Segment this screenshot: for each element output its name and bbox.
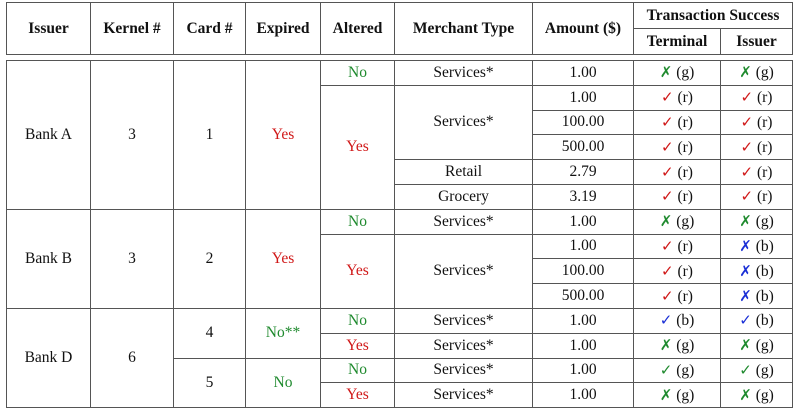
header-transaction-success: Transaction Success <box>634 3 793 29</box>
result-label: (r) <box>677 163 693 181</box>
merchant-cell: Services* <box>395 333 533 358</box>
cross-icon: ✗ <box>659 212 673 231</box>
merchant-cell: Retail <box>395 160 533 185</box>
check-icon: ✓ <box>740 162 754 181</box>
result-label: (b) <box>676 312 695 330</box>
check-icon: ✓ <box>661 187 674 206</box>
terminal-result-cell <box>634 358 721 383</box>
issuer-cell: Bank B <box>7 209 91 308</box>
issuer-result-cell <box>721 61 793 86</box>
merchant-cell: Services* <box>395 234 533 308</box>
altered-cell: Yes <box>321 333 395 358</box>
altered-cell: No <box>321 209 395 234</box>
amount-cell: 1.00 <box>533 234 634 259</box>
card-cell: 2 <box>174 209 246 308</box>
issuer-cell: Bank A <box>7 61 91 210</box>
result-label: (r) <box>756 89 773 107</box>
terminal-result-cell <box>634 308 721 333</box>
amount-cell: 1.00 <box>533 383 634 408</box>
amount-cell: 3.19 <box>533 184 634 209</box>
issuer-cell: Bank D <box>7 308 91 407</box>
merchant-cell: Grocery <box>395 184 533 209</box>
header-merchant-type: Merchant Type <box>395 3 533 55</box>
card-cell: 1 <box>174 61 246 210</box>
terminal-result-cell <box>634 61 721 86</box>
issuer-result-cell <box>721 259 793 284</box>
cross-icon: ✗ <box>659 385 673 404</box>
result-label: (r) <box>677 287 693 305</box>
amount-cell: 1.00 <box>533 85 634 110</box>
terminal-result-cell <box>634 209 721 234</box>
merchant-cell: Services* <box>395 61 533 86</box>
merchant-cell: Services* <box>395 358 533 383</box>
issuer-result-cell <box>721 184 793 209</box>
card-cell: 5 <box>174 358 246 408</box>
cross-icon: ✗ <box>739 212 752 231</box>
amount-cell: 1.00 <box>533 333 634 358</box>
altered-cell: Yes <box>321 85 395 209</box>
result-label: (g) <box>755 386 774 404</box>
check-icon: ✓ <box>740 137 754 156</box>
check-icon: ✓ <box>740 112 754 131</box>
result-label: (r) <box>677 89 693 107</box>
table-row <box>7 209 793 234</box>
header-altered: Altered <box>321 3 395 55</box>
header-expired: Expired <box>246 3 321 55</box>
amount-cell: 100.00 <box>533 259 634 284</box>
transaction-results-table <box>6 2 793 408</box>
check-icon: ✓ <box>661 112 674 131</box>
amount-cell: 2.79 <box>533 160 634 185</box>
cross-icon: ✗ <box>739 385 752 404</box>
card-cell: 4 <box>174 308 246 358</box>
altered-cell: No <box>321 358 395 383</box>
issuer-result-cell <box>721 333 793 358</box>
result-label: (r) <box>677 237 693 255</box>
issuer-result-cell <box>721 135 793 160</box>
result-label: (g) <box>676 361 695 379</box>
result-label: (r) <box>677 138 693 156</box>
result-label: (b) <box>755 262 774 280</box>
result-label: (g) <box>755 337 774 355</box>
result-label: (r) <box>677 113 693 131</box>
altered-cell: Yes <box>321 383 395 408</box>
amount-cell: 100.00 <box>533 110 634 135</box>
result-label: (g) <box>676 64 695 82</box>
issuer-result-cell <box>721 383 793 408</box>
issuer-result-cell <box>721 160 793 185</box>
table-row <box>7 61 793 86</box>
terminal-result-cell <box>634 110 721 135</box>
table-row <box>7 308 793 333</box>
check-icon: ✓ <box>659 360 673 379</box>
altered-cell: No <box>321 308 395 333</box>
terminal-result-cell <box>634 85 721 110</box>
header-issuer-result: Issuer <box>721 29 793 55</box>
expired-cell: Yes <box>246 209 321 308</box>
merchant-cell: Services* <box>395 383 533 408</box>
result-label: (b) <box>755 237 774 255</box>
cross-icon: ✗ <box>739 236 752 255</box>
header-terminal: Terminal <box>634 29 721 55</box>
altered-cell: No <box>321 61 395 86</box>
terminal-result-cell <box>634 383 721 408</box>
issuer-result-cell <box>721 284 793 309</box>
altered-cell: Yes <box>321 234 395 308</box>
terminal-result-cell <box>634 259 721 284</box>
expired-cell: No <box>246 358 321 408</box>
terminal-result-cell <box>634 234 721 259</box>
cross-icon: ✗ <box>739 261 752 280</box>
issuer-result-cell <box>721 110 793 135</box>
result-label: (r) <box>756 138 773 156</box>
issuer-result-cell <box>721 85 793 110</box>
amount-cell: 500.00 <box>533 135 634 160</box>
result-label: (g) <box>676 337 695 355</box>
header-kernel: Kernel # <box>91 3 174 55</box>
amount-cell: 1.00 <box>533 358 634 383</box>
result-label: (g) <box>755 64 774 82</box>
expired-cell: No** <box>246 308 321 358</box>
result-label: (r) <box>677 262 693 280</box>
result-label: (r) <box>677 188 693 206</box>
check-icon: ✓ <box>661 261 674 280</box>
result-label: (g) <box>755 213 774 231</box>
amount-cell: 1.00 <box>533 61 634 86</box>
check-icon: ✓ <box>739 311 752 330</box>
issuer-result-cell <box>721 308 793 333</box>
cross-icon: ✗ <box>739 286 752 305</box>
kernel-cell: 6 <box>91 308 174 407</box>
cross-icon: ✗ <box>659 63 673 82</box>
result-label: (r) <box>756 163 773 181</box>
issuer-result-cell <box>721 358 793 383</box>
header-amount: Amount ($) <box>533 3 634 55</box>
result-label: (r) <box>756 188 773 206</box>
check-icon: ✓ <box>659 311 673 330</box>
merchant-cell: Services* <box>395 308 533 333</box>
terminal-result-cell <box>634 333 721 358</box>
result-label: (r) <box>756 113 773 131</box>
merchant-cell: Services* <box>395 209 533 234</box>
header-card: Card # <box>174 3 246 55</box>
header-issuer: Issuer <box>7 3 91 55</box>
check-icon: ✓ <box>661 286 674 305</box>
kernel-cell: 3 <box>91 61 174 210</box>
kernel-cell: 3 <box>91 209 174 308</box>
check-icon: ✓ <box>661 137 674 156</box>
amount-cell: 1.00 <box>533 209 634 234</box>
result-label: (g) <box>676 386 695 404</box>
check-icon: ✓ <box>661 88 674 107</box>
cross-icon: ✗ <box>739 336 752 355</box>
issuer-result-cell <box>721 234 793 259</box>
result-label: (g) <box>676 213 695 231</box>
expired-cell: Yes <box>246 61 321 210</box>
result-label: (b) <box>755 312 774 330</box>
result-label: (g) <box>755 361 774 379</box>
issuer-result-cell <box>721 209 793 234</box>
terminal-result-cell <box>634 184 721 209</box>
amount-cell: 500.00 <box>533 284 634 309</box>
terminal-result-cell <box>634 135 721 160</box>
check-icon: ✓ <box>661 236 674 255</box>
merchant-cell: Services* <box>395 85 533 159</box>
cross-icon: ✗ <box>659 336 673 355</box>
terminal-result-cell <box>634 160 721 185</box>
cross-icon: ✗ <box>739 63 752 82</box>
check-icon: ✓ <box>661 162 674 181</box>
terminal-result-cell <box>634 284 721 309</box>
results-table-container <box>6 2 793 408</box>
amount-cell: 1.00 <box>533 308 634 333</box>
result-label: (b) <box>755 287 774 305</box>
check-icon: ✓ <box>739 360 752 379</box>
check-icon: ✓ <box>740 88 754 107</box>
check-icon: ✓ <box>740 187 754 206</box>
